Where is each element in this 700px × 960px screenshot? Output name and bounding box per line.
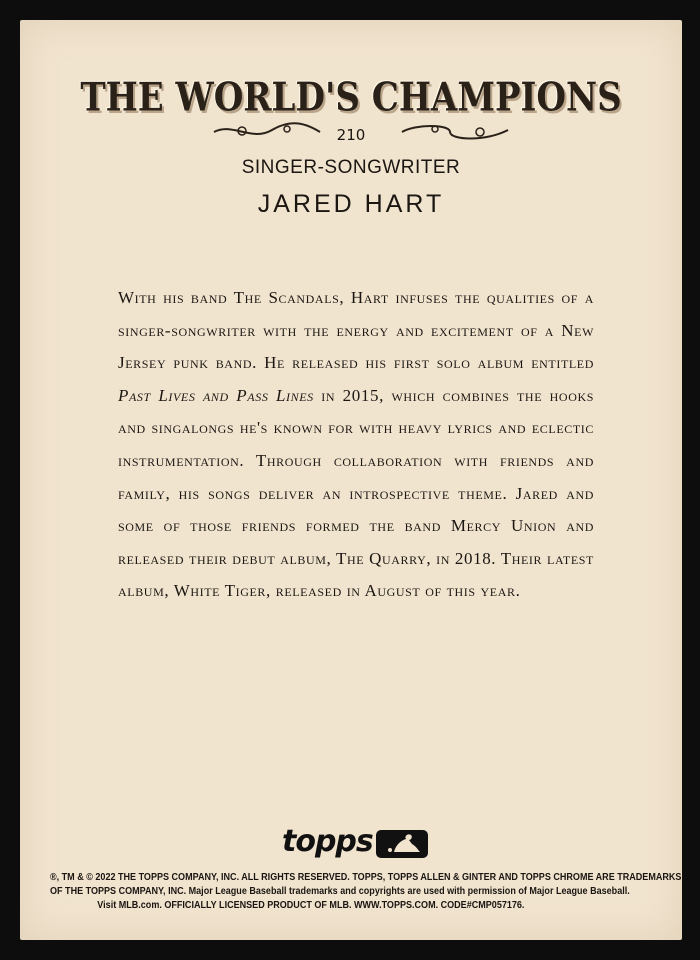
player-name: JARED HART [257, 190, 445, 218]
trading-card-back [20, 20, 682, 940]
series-title: THE WORLD'S CHAMPIONS [80, 75, 622, 121]
card-number: 210 [336, 126, 366, 144]
legal-line-3: Visit MLB.com. OFFICIALLY LICENSED PRODUCT OF MLB. WWW.TOPPS.COM. CODE#CMP057176. [97, 899, 525, 911]
legal-line-2: OF THE TOPPS COMPANY, INC. Major League Baseball trademarks and copyrights are used with permission of Major League Baseball. [50, 885, 630, 897]
legal-line-1: ®, TM & © 2022 THE TOPPS COMPANY, INC. ALL RIGHTS RESERVED. TOPPS, TOPPS ALLEN & GINTER AND TOPPS CHROME ARE TRADEMARKS [50, 871, 682, 883]
bio-part-2: in 2015, which combines the hooks and singalongs he's known for with heavy lyrics and eclectic instrumentation. Through collaboration with friends and family, his songs deliver an introspective theme. Jared and some of those friends formed the band Mercy Union and released their debut album, The Quarry, in 2018. Their latest album, White Tiger, released in August of this year. [118, 385, 595, 601]
topps-logo: topps [282, 824, 373, 859]
bio-part-1: With his band The Scandals, Hart infuses the qualities of a singer-songwriter with the energy and excitement of a New Jersey punk band. He released his first solo album entitled [118, 288, 594, 373]
legal-text [50, 870, 682, 912]
role-label: SINGER-SONGWRITER [241, 157, 461, 178]
logo-row [20, 820, 682, 860]
mlb-logo-icon [376, 830, 428, 858]
flourish-right-icon [400, 120, 510, 142]
biography-text [118, 282, 594, 608]
bio-album-title: Past Lives and Pass Lines [118, 385, 314, 405]
